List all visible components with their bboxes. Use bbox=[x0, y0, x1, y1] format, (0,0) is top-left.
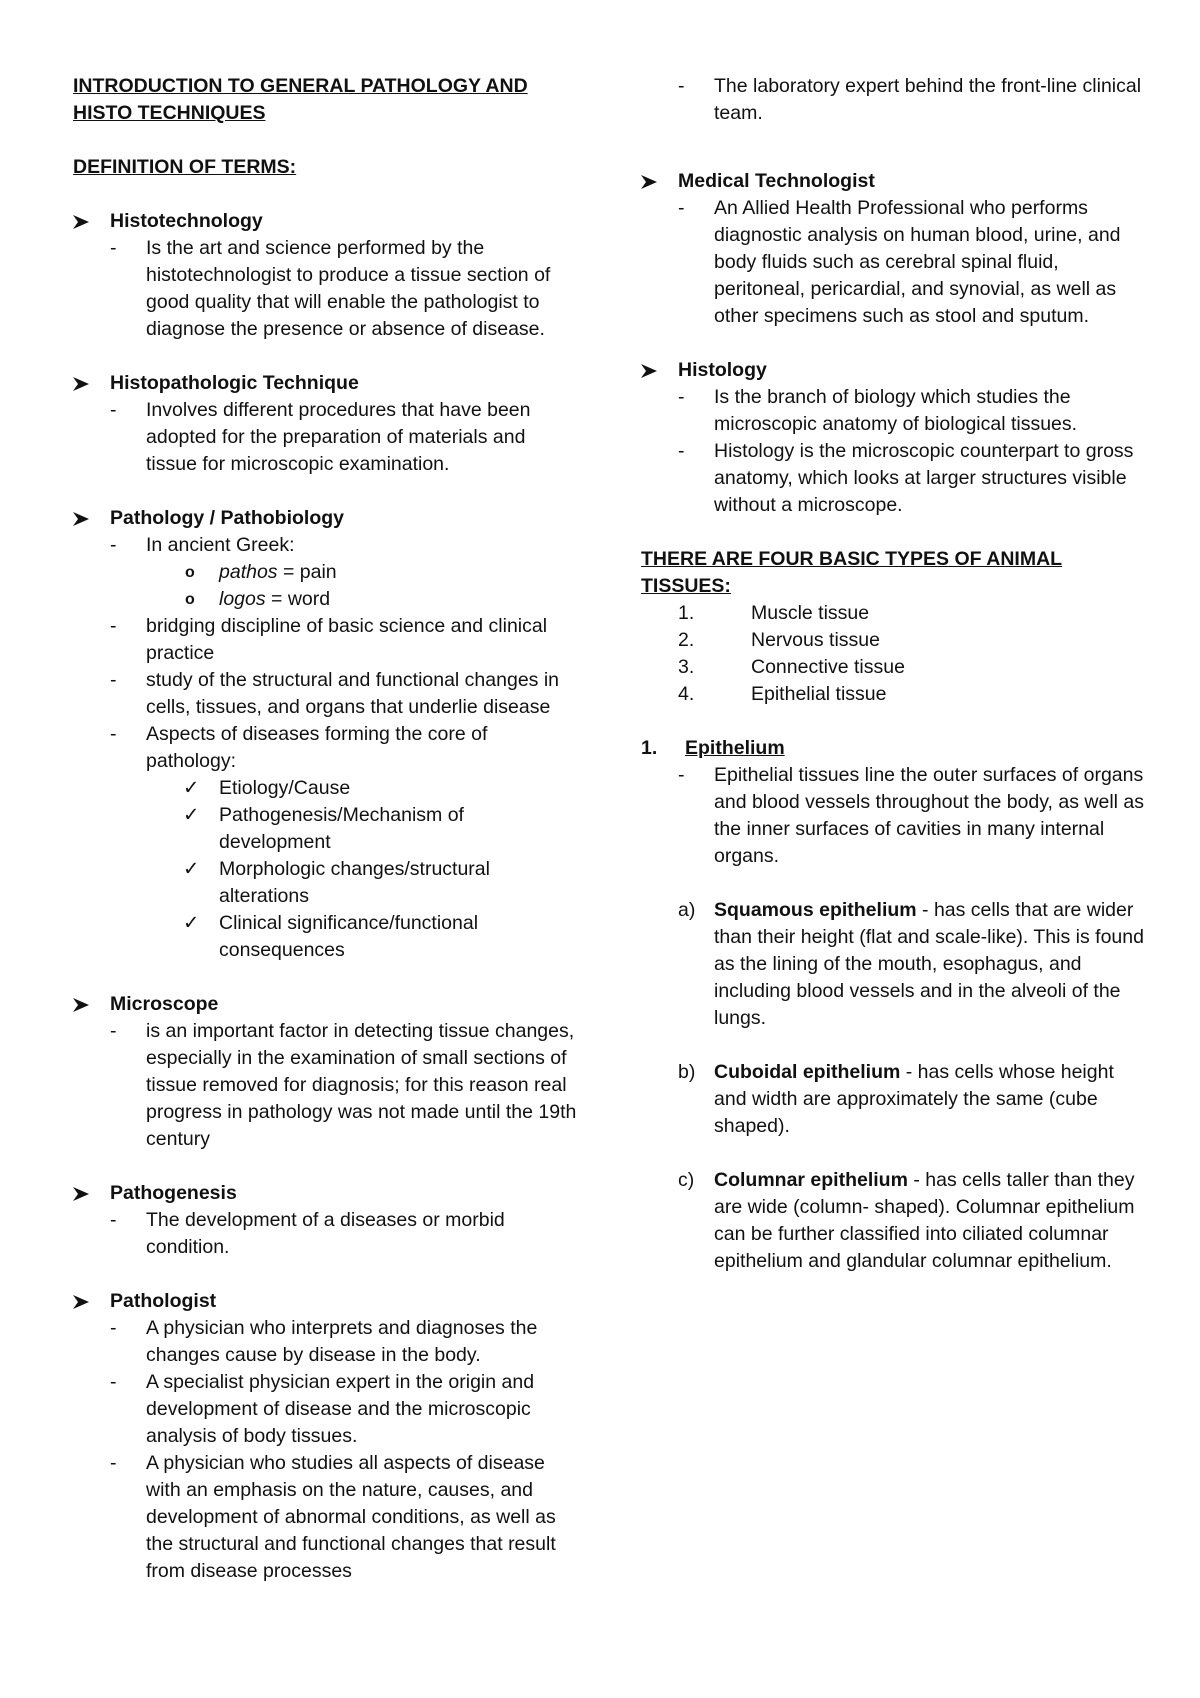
arrow-bullet-icon bbox=[73, 1180, 110, 1201]
check-icon: ✓ bbox=[183, 777, 200, 799]
term-microscope bbox=[73, 991, 578, 1018]
greek-meaning: = word bbox=[265, 588, 331, 610]
dash-bullet: - bbox=[110, 669, 117, 691]
list-item bbox=[73, 1315, 578, 1369]
term-label: Microscope bbox=[110, 993, 219, 1015]
list-number: 3. bbox=[678, 656, 695, 678]
term-pathology bbox=[73, 505, 578, 532]
list-letter: b) bbox=[678, 1061, 696, 1083]
checklist-item-text: Morphologic changes/structural alterations bbox=[219, 858, 490, 907]
checklist-item-text: Pathogenesis/Mechanism of development bbox=[219, 804, 464, 853]
list-item bbox=[73, 397, 578, 478]
lettered-list-item bbox=[641, 1167, 1146, 1275]
list-number: 1. bbox=[678, 602, 695, 624]
dash-bullet: - bbox=[678, 440, 685, 462]
epithelium-type-desc: - has cells taller than they are wide (column- shaped). Columnar epithelium can be further classified into ciliated columnar epithelium and glandular columnar epithelium. bbox=[714, 1169, 1135, 1272]
dash-bullet: - bbox=[678, 197, 685, 219]
list-number: 2. bbox=[678, 629, 695, 651]
left-column bbox=[73, 73, 578, 1585]
list-item bbox=[73, 721, 578, 775]
list-item bbox=[73, 613, 578, 667]
lettered-list-item bbox=[641, 897, 1146, 1032]
dash-bullet: - bbox=[110, 534, 117, 556]
list-item-text: bridging discipline of basic science and clinical practice bbox=[146, 615, 548, 664]
greek-word: logos bbox=[219, 588, 266, 610]
greek-meaning: = pain bbox=[277, 561, 337, 583]
title-line-2: HISTO TECHNIQUES bbox=[73, 102, 266, 124]
check-icon: ✓ bbox=[183, 804, 200, 826]
list-item-text: Histology is the microscopic counterpart to gross anatomy, which looks at larger structures visible without a microscope. bbox=[714, 440, 1134, 516]
arrow-bullet-icon bbox=[73, 991, 110, 1012]
list-item-text: is an important factor in detecting tissue changes, especially in the examination of small sections of tissue removed for diagnosis; for this reason real progress in pathology was not made until the 19th century bbox=[146, 1020, 577, 1150]
list-item bbox=[73, 667, 578, 721]
list-item-text: A physician who studies all aspects of disease with an emphasis on the nature, causes, and development of abnormal conditions, as well as the structural and functional changes that result from disease processes bbox=[146, 1452, 556, 1582]
epithelium-type-desc: - has cells that are wider than their height (flat and scale-like). This is found as the lining of the mouth, esophagus, and including blood vessels and in the alveoli of the lungs. bbox=[714, 899, 1144, 1029]
lettered-list-item bbox=[641, 1059, 1146, 1140]
list-item bbox=[73, 532, 578, 559]
checklist-item bbox=[73, 856, 578, 910]
list-item-text: study of the structural and functional changes in cells, tissues, and organs that underlie disease bbox=[146, 669, 560, 718]
list-item bbox=[73, 1207, 578, 1261]
list-item-text: Aspects of diseases forming the core of pathology: bbox=[146, 723, 488, 772]
arrow-bullet-icon bbox=[73, 505, 110, 526]
term-histopathologic-technique bbox=[73, 370, 578, 397]
epithelium-heading bbox=[641, 735, 1146, 762]
dash-bullet: - bbox=[110, 1371, 117, 1393]
list-item bbox=[641, 195, 1146, 330]
check-icon: ✓ bbox=[183, 858, 200, 880]
term-pathologist bbox=[73, 1288, 578, 1315]
term-label: Histotechnology bbox=[110, 210, 263, 232]
list-item-text: Connective tissue bbox=[751, 656, 905, 678]
list-number: 4. bbox=[678, 683, 695, 705]
term-histology bbox=[641, 357, 1146, 384]
list-item-text: A physician who interprets and diagnoses the changes cause by disease in the body. bbox=[146, 1317, 538, 1366]
list-item bbox=[73, 235, 578, 343]
dash-bullet: - bbox=[110, 399, 117, 421]
heading-line-1: THERE ARE FOUR BASIC TYPES OF ANIMAL bbox=[641, 548, 1063, 570]
list-item bbox=[641, 762, 1146, 870]
circle-bullet: o bbox=[185, 591, 195, 608]
checklist-item bbox=[73, 802, 578, 856]
term-medical-technologist bbox=[641, 168, 1146, 195]
term-label: Medical Technologist bbox=[678, 170, 875, 192]
epithelium-type-name: Squamous epithelium bbox=[714, 899, 917, 921]
tissue-types-heading bbox=[641, 546, 1146, 600]
term-label: Pathologist bbox=[110, 1290, 217, 1312]
epithelium-type-desc: - has cells whose height and width are approximately the same (cube shaped). bbox=[714, 1061, 1114, 1137]
numbered-list-item bbox=[641, 627, 1146, 654]
list-item-text: Is the branch of biology which studies the microscopic anatomy of biological tissues. bbox=[714, 386, 1078, 435]
dash-bullet: - bbox=[678, 75, 685, 97]
dash-bullet: - bbox=[678, 764, 685, 786]
dash-bullet: - bbox=[110, 1317, 117, 1339]
sub-list-item bbox=[73, 586, 578, 613]
checklist-item bbox=[73, 775, 578, 802]
term-label: Histopathologic Technique bbox=[110, 372, 359, 394]
heading-line-2: TISSUES: bbox=[641, 575, 731, 597]
greek-word: pathos bbox=[219, 561, 278, 583]
list-item bbox=[641, 438, 1146, 519]
term-label: Histology bbox=[678, 359, 767, 381]
section-number: 1. bbox=[641, 737, 658, 759]
list-item-text: An Allied Health Professional who performs diagnostic analysis on human blood, urine, and body fluids such as cerebral spinal fluid, peritoneal, pericardial, and synovial, as well as other specimens such as stool and sputum. bbox=[714, 197, 1121, 327]
list-item bbox=[641, 73, 1146, 127]
section-title: Epithelium bbox=[685, 737, 785, 759]
list-item-text: A specialist physician expert in the origin and development of disease and the microscopic analysis of body tissues. bbox=[146, 1371, 535, 1447]
epithelium-type-name: Cuboidal epithelium bbox=[714, 1061, 901, 1083]
arrow-bullet-icon bbox=[641, 357, 678, 378]
checklist-item-text: Etiology/Cause bbox=[219, 777, 351, 799]
arrow-bullet-icon bbox=[73, 370, 110, 391]
dash-bullet: - bbox=[110, 1209, 117, 1231]
list-item bbox=[73, 1018, 578, 1153]
title-line-1: INTRODUCTION TO GENERAL PATHOLOGY AND bbox=[73, 75, 528, 97]
check-icon: ✓ bbox=[183, 912, 200, 934]
numbered-list-item bbox=[641, 600, 1146, 627]
circle-bullet: o bbox=[185, 564, 195, 581]
term-histotechnology bbox=[73, 208, 578, 235]
dash-bullet: - bbox=[110, 615, 117, 637]
dash-bullet: - bbox=[110, 237, 117, 259]
list-letter: c) bbox=[678, 1169, 695, 1191]
epithelium-type-name: Columnar epithelium bbox=[714, 1169, 908, 1191]
list-item-text: Epithelial tissues line the outer surfaces of organs and blood vessels throughout the body, as well as the inner surfaces of cavities in many internal organs. bbox=[714, 764, 1144, 867]
numbered-list-item bbox=[641, 681, 1146, 708]
list-item bbox=[641, 384, 1146, 438]
dash-bullet: - bbox=[110, 1452, 117, 1474]
list-item-text: The development of a diseases or morbid condition. bbox=[146, 1209, 505, 1258]
list-item-text: The laboratory expert behind the front-line clinical team. bbox=[714, 75, 1142, 124]
term-label: Pathology / Pathobiology bbox=[110, 507, 344, 529]
dash-bullet: - bbox=[678, 386, 685, 408]
definitions-heading: DEFINITION OF TERMS: bbox=[73, 156, 297, 178]
list-item-text: Nervous tissue bbox=[751, 629, 880, 651]
checklist-item-text: Clinical significance/functional consequences bbox=[219, 912, 479, 961]
numbered-list-item bbox=[641, 654, 1146, 681]
right-column bbox=[641, 73, 1146, 1275]
term-pathogenesis bbox=[73, 1180, 578, 1207]
document-title bbox=[73, 73, 578, 127]
dash-bullet: - bbox=[110, 723, 117, 745]
list-item-text: Is the art and science performed by the histotechnologist to produce a tissue section of good quality that will enable the pathologist to diagnose the presence or absence of disease. bbox=[146, 237, 551, 340]
arrow-bullet-icon bbox=[73, 1288, 110, 1309]
list-letter: a) bbox=[678, 899, 696, 921]
list-item bbox=[73, 1450, 578, 1585]
term-label: Pathogenesis bbox=[110, 1182, 237, 1204]
list-item-text: In ancient Greek: bbox=[146, 534, 295, 556]
list-item-text: Muscle tissue bbox=[751, 602, 870, 624]
list-item-text: Epithelial tissue bbox=[751, 683, 887, 705]
list-item bbox=[73, 1369, 578, 1450]
arrow-bullet-icon bbox=[641, 168, 678, 189]
list-item-text: Involves different procedures that have been adopted for the preparation of materials and tissue for microscopic examination. bbox=[146, 399, 531, 475]
checklist-item bbox=[73, 910, 578, 964]
sub-list-item bbox=[73, 559, 578, 586]
dash-bullet: - bbox=[110, 1020, 117, 1042]
arrow-bullet-icon bbox=[73, 208, 110, 229]
